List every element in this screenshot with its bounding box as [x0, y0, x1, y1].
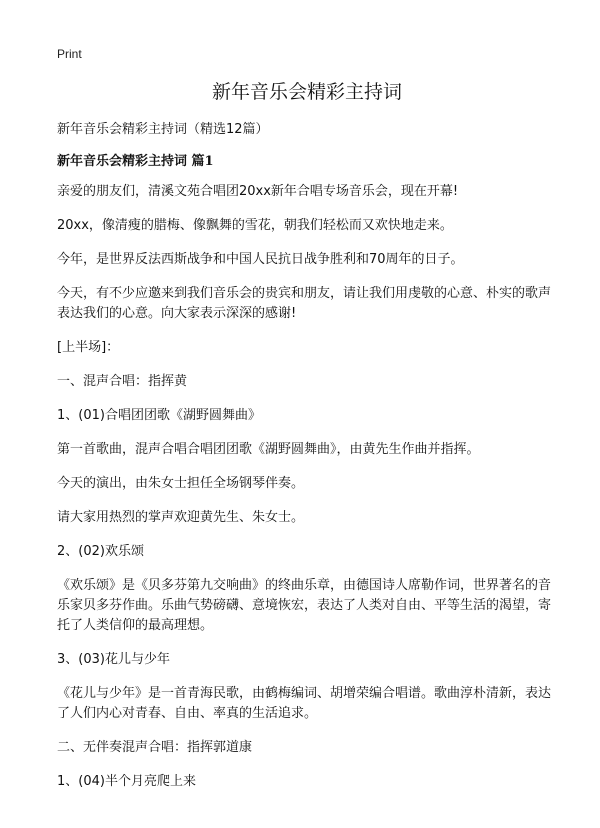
paragraph-song-1: 1、(01)合唱团团歌《湖野圆舞曲》 [57, 408, 261, 423]
paragraph-song-4: 1、(04)半个月亮爬上来 [57, 774, 196, 789]
document-subtitle: 新年音乐会精彩主持词（精选12篇） [57, 122, 269, 137]
print-link[interactable]: Print [57, 47, 82, 61]
paragraph-part-two: 二、无伴奏混声合唱：指挥郭道康 [57, 740, 253, 755]
paragraph-song-1-intro: 第一首歌曲，混声合唱合唱团团歌《湖野圆舞曲》，由黄先生作曲并指挥。 [57, 442, 480, 457]
section-heading: 新年音乐会精彩主持词 篇1 [57, 154, 214, 169]
paragraph-applause: 请大家用热烈的掌声欢迎黄先生、朱女士。 [57, 510, 305, 525]
paragraph-song-2: 2、(02)欢乐颂 [57, 544, 144, 559]
paragraph-song-3-intro: 《花儿与少年》是一首青海民歌，由鹤梅编词、胡增荣编合唱谱。歌曲淳朴清新，表达了人们内心对青春、自由、率真的生活追求。 [57, 686, 552, 721]
paragraph-anniversary: 今年，是世界反法西斯战争和中国人民抗日战争胜利和70周年的日子。 [57, 252, 464, 267]
paragraph-first-half: [上半场]： [57, 340, 120, 355]
paragraph-part-one: 一、混声合唱：指挥黄 [57, 374, 188, 389]
paragraph-opening: 亲爱的朋友们，清溪文苑合唱团20xx新年合唱专场音乐会，现在开幕! [57, 184, 459, 199]
page-title: 新年音乐会精彩主持词 [211, 81, 402, 103]
paragraph-piano: 今天的演出，由朱女士担任全场钢琴伴奏。 [57, 476, 305, 491]
document-body [57, 80, 557, 806]
paragraph-greeting: 20xx，像清瘦的腊梅、像飘舞的雪花，朝我们轻松而又欢快地走来。 [57, 218, 453, 233]
paragraph-thanks: 今天，有不少应邀来到我们音乐会的贵宾和朋友，请让我们用虔敬的心意、朴实的歌声表达我们的心意。向大家表示深深的感谢! [57, 286, 552, 321]
paragraph-song-2-intro: 《欢乐颂》是《贝多芬第九交响曲》的终曲乐章，由德国诗人席勒作词，世界著名的音乐家贝多芬作曲。乐曲气势磅礴、意境恢宏，表达了人类对自由、平等生活的渴望，寄托了人类信仰的最高理想。 [57, 578, 552, 633]
paragraph-song-3: 3、(03)花儿与少年 [57, 652, 170, 667]
